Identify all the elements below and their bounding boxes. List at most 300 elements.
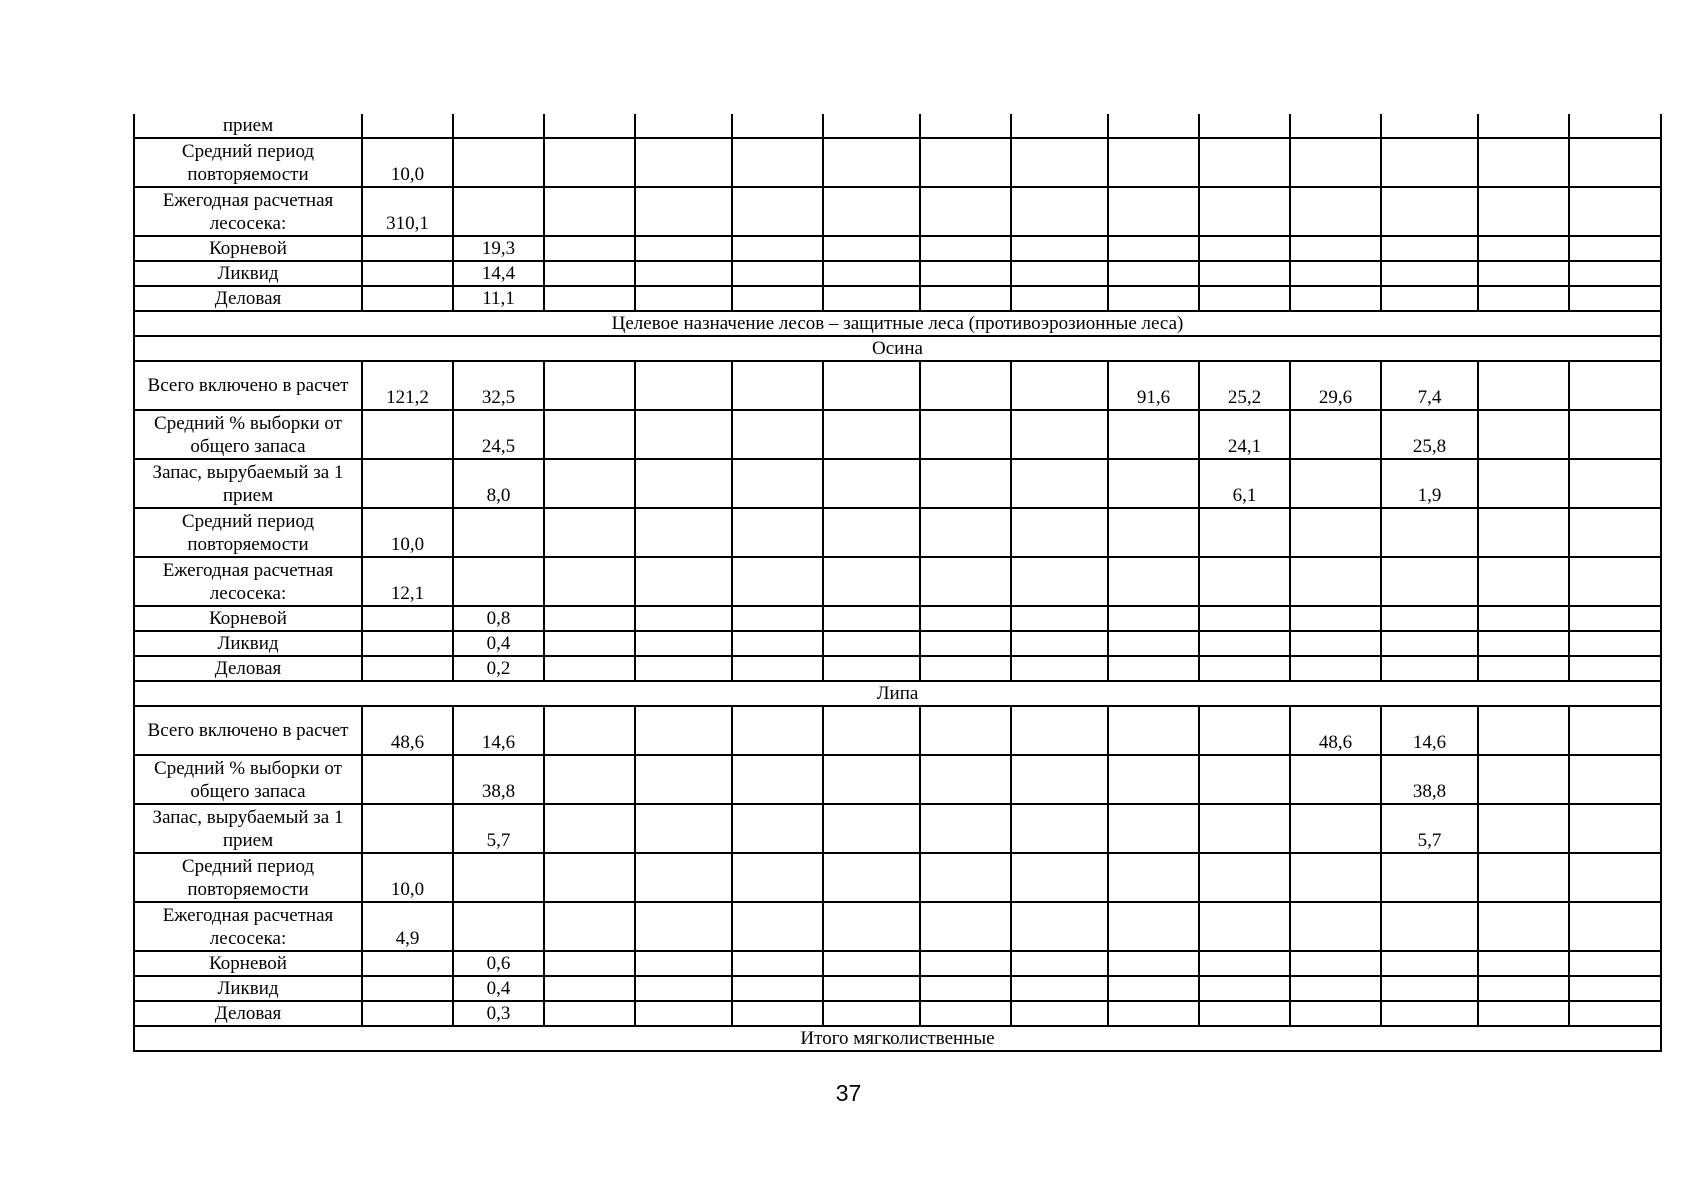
table-cell <box>732 606 823 631</box>
table-cell <box>1478 114 1569 138</box>
table-cell <box>544 236 635 261</box>
table-row <box>134 261 1661 286</box>
table-cell <box>1478 804 1569 853</box>
table-cell: 1,9 <box>1381 459 1478 508</box>
table-cell <box>1478 236 1569 261</box>
row-label: Ликвид <box>134 976 362 1001</box>
table-cell <box>920 706 1011 755</box>
table-body <box>134 114 1661 1051</box>
table-row <box>134 286 1661 311</box>
table-cell <box>1569 459 1661 508</box>
table-cell <box>823 557 920 606</box>
table-cell <box>544 114 635 138</box>
table-cell <box>362 631 453 656</box>
table-cell <box>635 1001 732 1026</box>
table-cell <box>635 976 732 1001</box>
table-cell <box>1478 138 1569 187</box>
table-cell <box>1011 656 1108 681</box>
table-cell <box>635 853 732 902</box>
table-cell <box>1381 187 1478 236</box>
table-cell <box>1569 853 1661 902</box>
row-label: Всего включено в расчет <box>134 706 362 755</box>
table-cell <box>1108 902 1199 951</box>
table-cell: 19,3 <box>453 236 544 261</box>
table-row <box>134 1001 1661 1026</box>
table-cell <box>1478 706 1569 755</box>
table-cell <box>544 853 635 902</box>
table-cell <box>1569 1001 1661 1026</box>
table-cell <box>823 902 920 951</box>
table-cell <box>823 459 920 508</box>
table-cell <box>732 114 823 138</box>
table-cell <box>823 187 920 236</box>
table-cell <box>732 951 823 976</box>
table-cell <box>362 459 453 508</box>
table-cell <box>1108 631 1199 656</box>
table-row <box>134 631 1661 656</box>
table-cell <box>1478 187 1569 236</box>
table-cell <box>1569 138 1661 187</box>
table-cell <box>635 361 732 410</box>
table-cell <box>1290 631 1381 656</box>
table-cell <box>1108 410 1199 459</box>
table-cell <box>635 631 732 656</box>
table-cell <box>1478 410 1569 459</box>
table-cell <box>1478 755 1569 804</box>
table-cell <box>1108 656 1199 681</box>
table-cell <box>1011 187 1108 236</box>
section-row <box>134 681 1661 706</box>
table-cell <box>1011 804 1108 853</box>
table-cell <box>1569 187 1661 236</box>
table-cell <box>1108 286 1199 311</box>
table-cell <box>732 755 823 804</box>
section-title: Липа <box>134 681 1661 706</box>
table-cell: 7,4 <box>1381 361 1478 410</box>
table-cell <box>1108 853 1199 902</box>
table-cell <box>362 755 453 804</box>
section-row <box>134 336 1661 361</box>
table-cell <box>544 1001 635 1026</box>
table-cell <box>1199 902 1290 951</box>
table-cell <box>453 557 544 606</box>
table-cell <box>823 261 920 286</box>
table-cell <box>1290 606 1381 631</box>
table-cell <box>823 804 920 853</box>
table-cell <box>823 114 920 138</box>
table-cell: 38,8 <box>1381 755 1478 804</box>
table-cell <box>920 410 1011 459</box>
table-cell <box>732 236 823 261</box>
table-cell <box>920 631 1011 656</box>
table-cell <box>920 976 1011 1001</box>
table-cell <box>823 286 920 311</box>
table-cell: 32,5 <box>453 361 544 410</box>
table-row <box>134 236 1661 261</box>
table-cell <box>1478 286 1569 311</box>
table-cell <box>1108 114 1199 138</box>
row-label: Средний % выборки от общего запаса <box>134 410 362 459</box>
table-cell <box>1478 951 1569 976</box>
table-cell <box>1478 459 1569 508</box>
table-cell <box>732 804 823 853</box>
table-cell: 12,1 <box>362 557 453 606</box>
table-cell <box>1199 631 1290 656</box>
table-cell <box>635 261 732 286</box>
table-cell <box>823 631 920 656</box>
table-cell <box>1199 1001 1290 1026</box>
section-title: Итого мягколиственные <box>134 1026 1661 1051</box>
table-cell <box>1569 508 1661 557</box>
table-cell <box>635 508 732 557</box>
table-cell <box>1108 951 1199 976</box>
table-cell <box>1381 902 1478 951</box>
table-cell <box>1290 951 1381 976</box>
table-cell <box>1108 557 1199 606</box>
table-cell: 0,4 <box>453 631 544 656</box>
table-cell <box>920 902 1011 951</box>
table-cell <box>732 853 823 902</box>
table-cell <box>920 361 1011 410</box>
table-cell <box>1108 459 1199 508</box>
table-row <box>134 410 1661 459</box>
table-cell <box>544 951 635 976</box>
table-cell <box>823 236 920 261</box>
table-cell: 121,2 <box>362 361 453 410</box>
table-cell <box>453 508 544 557</box>
table-cell <box>1478 853 1569 902</box>
table-cell <box>1478 557 1569 606</box>
table-cell <box>544 902 635 951</box>
table-cell <box>544 138 635 187</box>
table-cell: 29,6 <box>1290 361 1381 410</box>
table-cell: 310,1 <box>362 187 453 236</box>
row-label: Корневой <box>134 951 362 976</box>
table-cell <box>1199 804 1290 853</box>
table-cell <box>1199 976 1290 1001</box>
table-cell <box>1011 706 1108 755</box>
table-cell <box>362 236 453 261</box>
table-row <box>134 755 1661 804</box>
section-title: Целевое назначение лесов – защитные леса (противоэрозионные леса) <box>134 311 1661 336</box>
table-cell <box>1290 114 1381 138</box>
table-cell <box>635 187 732 236</box>
table-cell <box>544 755 635 804</box>
table-cell <box>1569 606 1661 631</box>
table-cell <box>635 236 732 261</box>
table-cell <box>1381 114 1478 138</box>
table-cell <box>920 755 1011 804</box>
table-cell <box>453 902 544 951</box>
table-cell <box>362 286 453 311</box>
table-cell <box>823 853 920 902</box>
table-cell <box>823 755 920 804</box>
table-cell <box>1569 114 1661 138</box>
table-cell <box>635 706 732 755</box>
table-cell <box>1381 286 1478 311</box>
table-row <box>134 557 1661 606</box>
table-cell <box>635 755 732 804</box>
table-cell <box>544 631 635 656</box>
table-cell: 48,6 <box>362 706 453 755</box>
row-label: Всего включено в расчет <box>134 361 362 410</box>
table-cell <box>1011 114 1108 138</box>
table-cell <box>1478 902 1569 951</box>
table-cell <box>823 1001 920 1026</box>
table-cell <box>1290 804 1381 853</box>
table-cell <box>823 410 920 459</box>
table-cell <box>920 557 1011 606</box>
table-row <box>134 902 1661 951</box>
table-cell: 0,4 <box>453 976 544 1001</box>
row-label: Средний период повторяемости <box>134 508 362 557</box>
table-cell <box>1569 557 1661 606</box>
table-cell <box>1290 261 1381 286</box>
table-cell <box>732 1001 823 1026</box>
table-cell <box>453 187 544 236</box>
row-label: Средний период повторяемости <box>134 853 362 902</box>
table-cell: 38,8 <box>453 755 544 804</box>
table-cell <box>453 853 544 902</box>
table-cell <box>732 976 823 1001</box>
table-row <box>134 187 1661 236</box>
table-cell <box>635 410 732 459</box>
table-cell <box>1478 606 1569 631</box>
table-cell <box>1199 508 1290 557</box>
table-row <box>134 606 1661 631</box>
table-cell <box>823 138 920 187</box>
table-cell <box>453 138 544 187</box>
table-cell <box>1290 286 1381 311</box>
table-cell <box>362 410 453 459</box>
table-cell <box>1569 706 1661 755</box>
table-cell <box>920 187 1011 236</box>
table-cell <box>1569 902 1661 951</box>
table-cell <box>362 951 453 976</box>
table-cell <box>1478 1001 1569 1026</box>
table-cell: 5,7 <box>453 804 544 853</box>
table-cell <box>1290 1001 1381 1026</box>
table-cell <box>1011 361 1108 410</box>
table-cell: 10,0 <box>362 853 453 902</box>
table-cell <box>732 361 823 410</box>
table-cell <box>1011 853 1108 902</box>
table-cell <box>1478 508 1569 557</box>
table-cell <box>635 902 732 951</box>
table-cell <box>1108 1001 1199 1026</box>
table-cell <box>1108 804 1199 853</box>
table-cell: 0,2 <box>453 656 544 681</box>
table-cell <box>1569 236 1661 261</box>
row-label: Ежегодная расчетная лесосека: <box>134 557 362 606</box>
table-cell <box>1011 606 1108 631</box>
table-cell <box>635 606 732 631</box>
table-cell <box>1290 508 1381 557</box>
row-label: Ликвид <box>134 631 362 656</box>
table-cell: 6,1 <box>1199 459 1290 508</box>
table-cell: 14,6 <box>1381 706 1478 755</box>
table-cell <box>1011 902 1108 951</box>
table-cell <box>544 804 635 853</box>
table-cell <box>1381 951 1478 976</box>
table-cell <box>823 656 920 681</box>
table-cell <box>1011 557 1108 606</box>
table-cell <box>732 459 823 508</box>
table-cell <box>1011 631 1108 656</box>
table-cell <box>1199 557 1290 606</box>
table-cell <box>635 114 732 138</box>
table-row <box>134 706 1661 755</box>
table-cell <box>1381 236 1478 261</box>
table-cell <box>732 557 823 606</box>
table-cell <box>823 361 920 410</box>
table-cell <box>544 508 635 557</box>
table-cell <box>362 606 453 631</box>
table-cell <box>1108 236 1199 261</box>
row-label: Средний % выборки от общего запаса <box>134 755 362 804</box>
table-cell <box>1569 755 1661 804</box>
table-cell <box>1290 557 1381 606</box>
table-cell <box>635 656 732 681</box>
table-cell <box>1199 951 1290 976</box>
table-cell <box>1199 853 1290 902</box>
table-cell: 24,5 <box>453 410 544 459</box>
table-cell <box>1011 755 1108 804</box>
table-cell <box>920 261 1011 286</box>
table-cell: 10,0 <box>362 508 453 557</box>
table-cell <box>635 804 732 853</box>
table-cell <box>1108 261 1199 286</box>
table-cell <box>1569 261 1661 286</box>
table-cell <box>1290 853 1381 902</box>
table-cell <box>732 286 823 311</box>
table-cell <box>823 606 920 631</box>
table-cell <box>544 976 635 1001</box>
table-cell <box>362 976 453 1001</box>
row-label: Корневой <box>134 236 362 261</box>
row-label: Запас, вырубаемый за 1 прием <box>134 459 362 508</box>
section-row <box>134 1026 1661 1051</box>
table-cell <box>362 261 453 286</box>
section-row <box>134 311 1661 336</box>
table-row <box>134 656 1661 681</box>
table-row <box>134 853 1661 902</box>
table-cell <box>544 410 635 459</box>
table-cell <box>1290 656 1381 681</box>
row-label: Ликвид <box>134 261 362 286</box>
table-cell <box>920 138 1011 187</box>
row-label: Корневой <box>134 606 362 631</box>
table-cell <box>732 187 823 236</box>
table-cell <box>1381 138 1478 187</box>
table-cell <box>920 508 1011 557</box>
table-cell <box>1569 656 1661 681</box>
table-cell <box>1290 187 1381 236</box>
table-cell <box>1478 976 1569 1001</box>
table-cell <box>1199 286 1290 311</box>
table-cell <box>1381 656 1478 681</box>
page-number: 37 <box>835 1080 862 1106</box>
table-cell: 10,0 <box>362 138 453 187</box>
table-cell <box>732 706 823 755</box>
table-cell <box>1011 1001 1108 1026</box>
table-cell <box>1199 138 1290 187</box>
table-cell <box>1569 976 1661 1001</box>
table-cell <box>1478 261 1569 286</box>
table-cell <box>920 114 1011 138</box>
table-cell <box>1011 286 1108 311</box>
table-cell: 5,7 <box>1381 804 1478 853</box>
table-cell <box>823 508 920 557</box>
table-cell <box>1011 261 1108 286</box>
table-cell <box>823 706 920 755</box>
table-cell <box>635 459 732 508</box>
table-cell <box>1569 286 1661 311</box>
table-cell <box>1381 508 1478 557</box>
table-cell: 91,6 <box>1108 361 1199 410</box>
row-label: Деловая <box>134 656 362 681</box>
table-cell <box>920 236 1011 261</box>
row-label: Ежегодная расчетная лесосека: <box>134 187 362 236</box>
table-cell <box>1199 656 1290 681</box>
table-cell <box>732 138 823 187</box>
table-cell: 14,4 <box>453 261 544 286</box>
table-cell <box>732 261 823 286</box>
table-cell <box>1108 508 1199 557</box>
table-cell <box>1569 410 1661 459</box>
table-cell <box>1290 459 1381 508</box>
row-label: Деловая <box>134 286 362 311</box>
table-cell <box>1108 606 1199 631</box>
table-cell <box>1199 236 1290 261</box>
table-cell: 11,1 <box>453 286 544 311</box>
table-cell <box>544 557 635 606</box>
table-cell <box>920 1001 1011 1026</box>
table-cell <box>732 410 823 459</box>
table-cell <box>1381 976 1478 1001</box>
table-cell: 24,1 <box>1199 410 1290 459</box>
table-row <box>134 138 1661 187</box>
table-cell: 8,0 <box>453 459 544 508</box>
table-cell <box>1290 410 1381 459</box>
table-cell: 4,9 <box>362 902 453 951</box>
table-cell <box>1199 606 1290 631</box>
table-cell <box>1478 656 1569 681</box>
table-cell <box>920 606 1011 631</box>
table-row <box>134 361 1661 410</box>
table-cell <box>635 138 732 187</box>
forest-allowance-table <box>133 114 1662 1052</box>
table-cell: 0,8 <box>453 606 544 631</box>
table-cell <box>920 656 1011 681</box>
table-cell <box>732 508 823 557</box>
table-cell <box>1478 631 1569 656</box>
table-cell <box>1011 410 1108 459</box>
table-cell <box>362 114 453 138</box>
table-cell <box>1381 557 1478 606</box>
table-cell <box>1199 261 1290 286</box>
table-row <box>134 951 1661 976</box>
row-label: Деловая <box>134 1001 362 1026</box>
table-cell <box>1108 138 1199 187</box>
table-cell <box>1478 361 1569 410</box>
table-cell <box>1381 1001 1478 1026</box>
table-cell <box>1569 361 1661 410</box>
table-cell <box>362 1001 453 1026</box>
table-cell <box>1199 114 1290 138</box>
table-cell: 25,8 <box>1381 410 1478 459</box>
table-row <box>134 976 1661 1001</box>
